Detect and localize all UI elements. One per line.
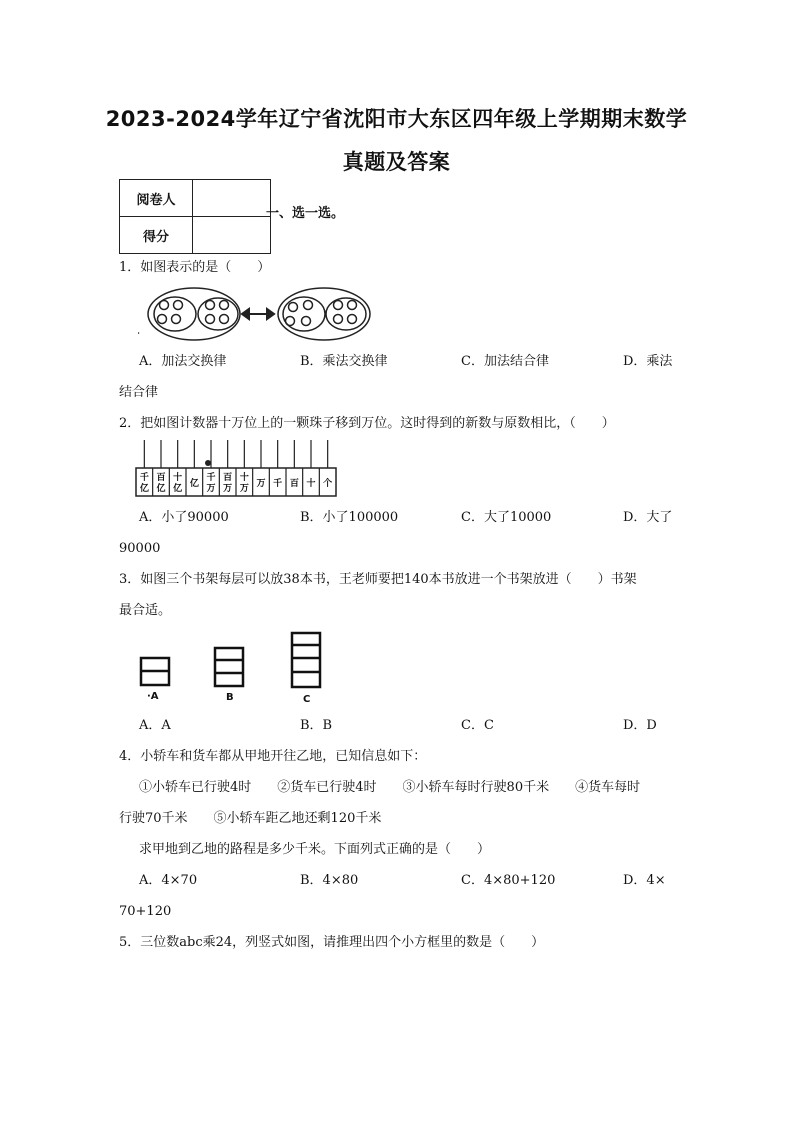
- grader-cell: [193, 180, 271, 217]
- shelf-c: [292, 633, 320, 687]
- shelf-b: [215, 648, 243, 686]
- abacus-place-label: 万: [239, 484, 249, 494]
- question-3-option-a[interactable]: A．A: [139, 718, 171, 733]
- abacus-place-label: 百: [289, 479, 299, 489]
- question-2-option-d[interactable]: D．大了: [623, 510, 673, 525]
- abacus-place-label: 万: [223, 484, 233, 494]
- abacus-place-label: 万: [206, 484, 216, 494]
- abacus-place-label: 十: [239, 473, 249, 483]
- section-heading: 一、选一选。: [266, 206, 345, 221]
- grader-label: 阅卷人: [120, 180, 193, 217]
- abacus-place-label: 亿: [173, 484, 183, 494]
- question-2-abacus: [132, 438, 342, 498]
- question-2-option-b[interactable]: B．小了100000: [300, 510, 399, 525]
- double-arrow-icon: [242, 309, 274, 319]
- page-subtitle: 真题及答案: [342, 150, 451, 174]
- question-4-option-c[interactable]: C．4×80+120: [461, 873, 556, 888]
- score-cell: [193, 217, 271, 254]
- abacus-place-label: 十: [306, 479, 316, 489]
- question-4-option-d[interactable]: D．4×: [623, 873, 666, 888]
- abacus-place-label: 个: [323, 479, 333, 489]
- question-3-option-d[interactable]: D．D: [623, 718, 657, 733]
- question-3-shelves-figure: [135, 630, 335, 706]
- question-1-stem: 1．如图表示的是（ ）: [119, 260, 271, 275]
- abacus-place-label: 百: [223, 473, 233, 483]
- abacus-place-label: 千: [273, 479, 283, 489]
- score-table: [119, 179, 271, 254]
- page-title: 2023-2024学年辽宁省沈阳市大东区四年级上学期期末数学: [105, 107, 688, 131]
- question-3-option-c[interactable]: C．C: [461, 718, 494, 733]
- question-1-option-c[interactable]: C．加法结合律: [461, 354, 549, 369]
- question-4-option-a[interactable]: A．4×70: [139, 873, 198, 888]
- abacus-place-label: 万: [256, 479, 266, 489]
- left-set-group: [148, 288, 240, 340]
- question-1-figure: [138, 285, 378, 345]
- abacus-place-label: 千: [139, 473, 149, 483]
- question-3-stem: 3．如图三个书架每层可以放38本书，王老师要把140本书放进一个书架放进（ ）书架: [119, 572, 637, 587]
- abacus-place-label: 亿: [139, 484, 149, 494]
- question-3-stem-wrap: 最合适。: [119, 603, 172, 618]
- abacus-place-label: 十: [173, 473, 183, 483]
- question-5-stem: 5．三位数abc乘24，列竖式如图，请推理出四个小方框里的数是（ ）: [119, 935, 545, 950]
- right-set-group: [278, 288, 370, 340]
- shelf-label-a: ·A: [147, 691, 159, 702]
- question-2-stem: 2．把如图计数器十万位上的一颗珠子移到万位。这时得到的新数与原数相比，（ ）: [119, 416, 615, 431]
- question-4-option-d-wrap: 70+120: [119, 904, 172, 919]
- shelf-label-c: C: [303, 694, 311, 705]
- abacus-place-label: 亿: [156, 484, 166, 494]
- question-4-ask: 求甲地到乙地的路程是多少千米。下面列式正确的是（ ）: [139, 842, 491, 857]
- abacus-place-label: 百: [156, 473, 166, 483]
- abacus-bead: [205, 460, 211, 466]
- question-4-info-line1: ①小轿车已行驶4时 ②货车已行驶4时 ③小轿车每时行驶80千米 ④货车每时: [139, 780, 641, 795]
- question-4-info-line2: 行驶70千米 ⑤小轿车距乙地还剩120千米: [119, 811, 382, 826]
- shelf-label-b: B: [226, 692, 234, 703]
- question-4-option-b[interactable]: B．4×80: [300, 873, 359, 888]
- question-2-option-c[interactable]: C．大了10000: [461, 510, 552, 525]
- question-2-option-d-wrap: 90000: [119, 541, 161, 556]
- question-3-option-b[interactable]: B．B: [300, 718, 333, 733]
- score-label: 得分: [120, 217, 193, 254]
- question-1-option-d[interactable]: D．乘法: [623, 354, 673, 369]
- question-1-option-d-wrap: 结合律: [119, 385, 159, 400]
- abacus-place-label: 千: [206, 473, 216, 483]
- question-1-option-a[interactable]: A．加法交换律: [139, 354, 227, 369]
- abacus-place-label: 亿: [189, 479, 199, 489]
- shelf-a: [141, 658, 169, 685]
- question-1-option-b[interactable]: B．乘法交换律: [300, 354, 388, 369]
- question-4-stem: 4．小轿车和货车都从甲地开往乙地，已知信息如下：: [119, 749, 427, 764]
- question-2-option-a[interactable]: A．小了90000: [139, 510, 229, 525]
